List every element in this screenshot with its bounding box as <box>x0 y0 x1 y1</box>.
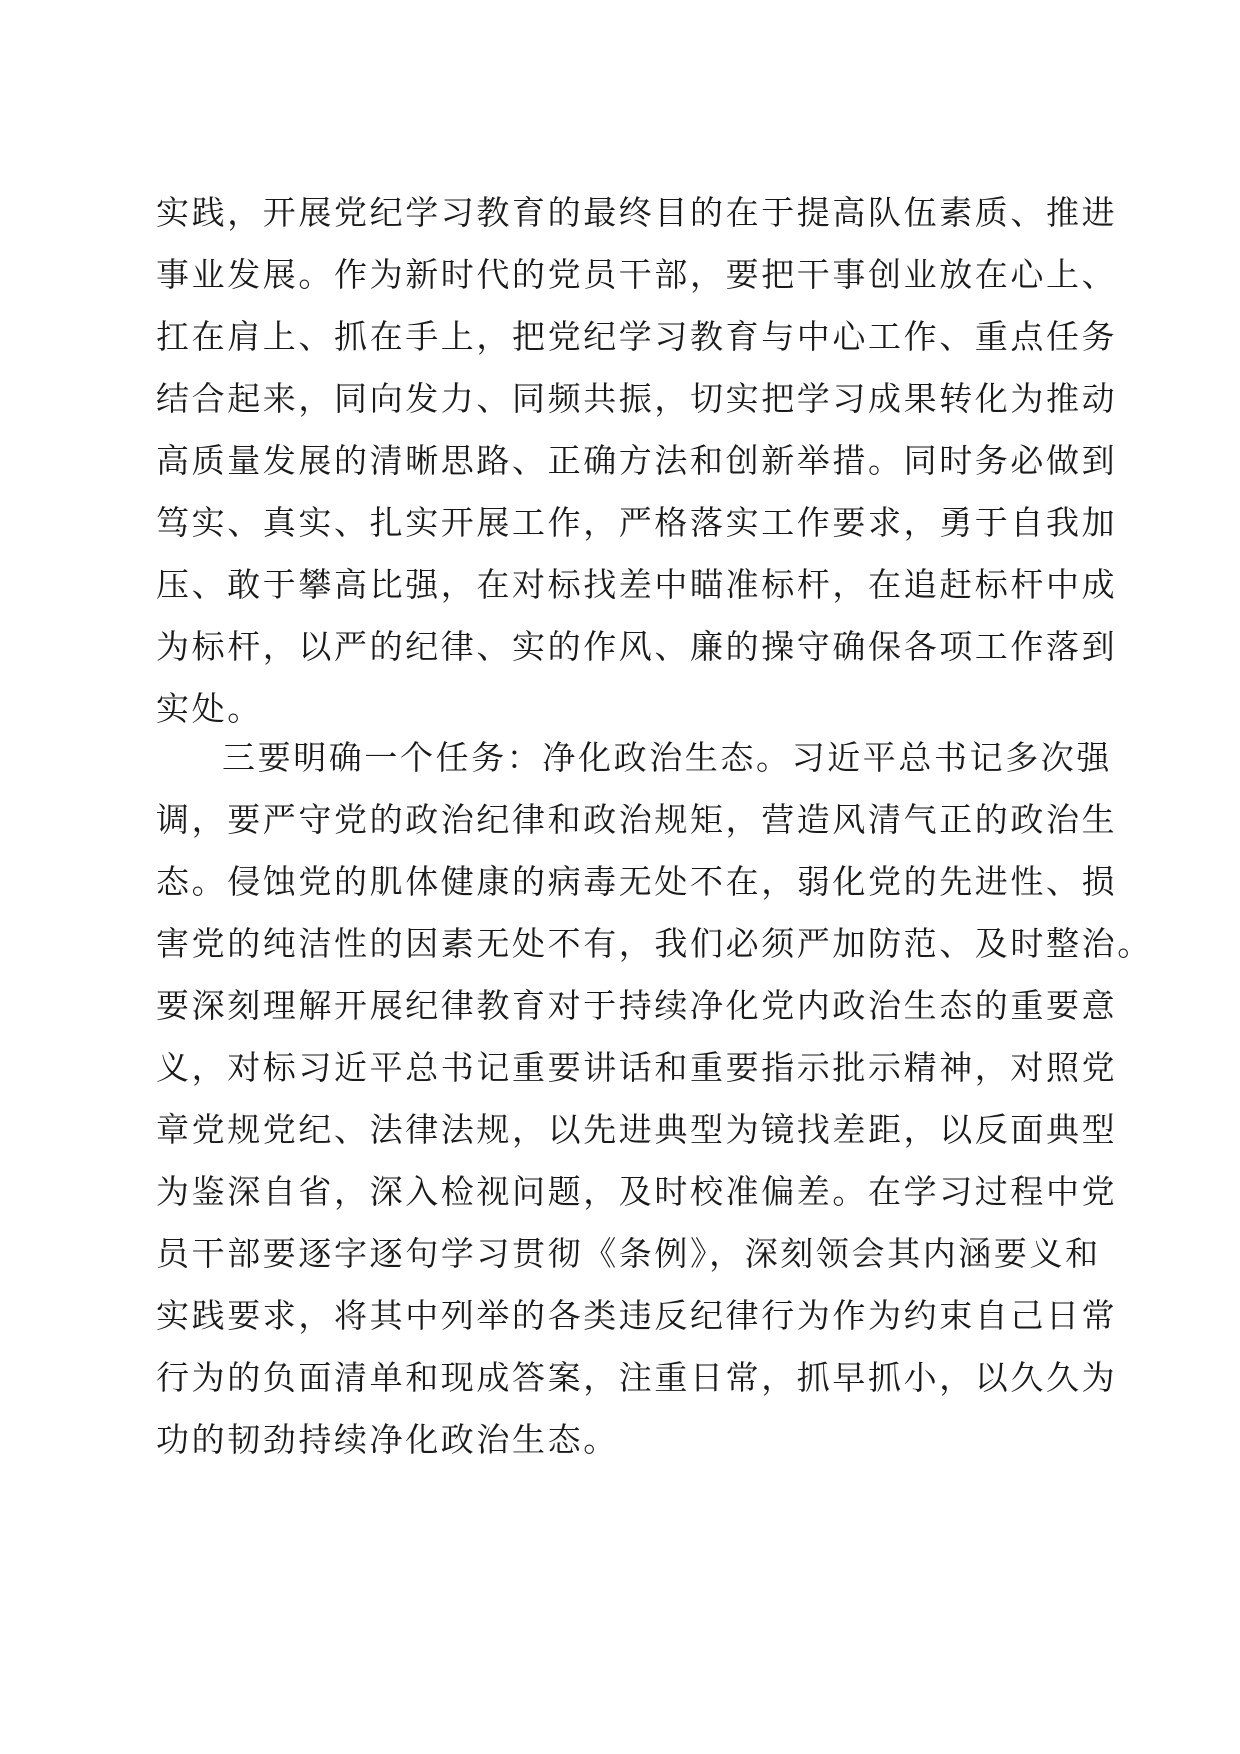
paragraph-continuation <box>156 182 1118 740</box>
text-line: 事业发展。作为新时代的党员干部，要把干事创业放在心上、 <box>156 255 1118 294</box>
text-line: 实处。 <box>156 689 263 728</box>
text-line: 结合起来，同向发力、同频共振，切实把学习成果转化为推动 <box>156 379 1118 418</box>
text-line: 义，对标习近平总书记重要讲话和重要指示批示精神，对照党 <box>156 1048 1118 1087</box>
text-line: 要深刻理解开展纪律教育对于持续净化党内政治生态的重要意 <box>156 986 1118 1025</box>
text-line: 扛在肩上、抓在手上，把党纪学习教育与中心工作、重点任务 <box>156 317 1118 356</box>
paragraph-task-three <box>156 727 1153 1471</box>
text-line: 行为的负面清单和现成答案，注重日常，抓早抓小，以久久为 <box>156 1358 1118 1397</box>
text-line: 章党规党纪、法律法规，以先进典型为镜找差距，以反面典型 <box>156 1110 1118 1149</box>
text-line: 态。侵蚀党的肌体健康的病毒无处不在，弱化党的先进性、损 <box>156 862 1118 901</box>
text-line: 实践要求，将其中列举的各类违反纪律行为作为约束自己日常 <box>156 1296 1118 1335</box>
text-line: 调，要严守党的政治纪律和政治规矩，营造风清气正的政治生 <box>156 800 1118 839</box>
text-line: 实践，开展党纪学习教育的最终目的在于提高队伍素质、推进 <box>156 193 1118 232</box>
text-line: 功的韧劲持续净化政治生态。 <box>156 1420 619 1459</box>
text-line: 害党的纯洁性的因素无处不有，我们必须严加防范、及时整治。 <box>156 924 1153 963</box>
text-line: 为鉴深自省，深入检视问题，及时校准偏差。在学习过程中党 <box>156 1172 1118 1211</box>
text-line: 为标杆，以严的纪律、实的作风、廉的操守确保各项工作落到 <box>156 627 1118 666</box>
text-line: 笃实、真实、扎实开展工作，严格落实工作要求，勇于自我加 <box>156 503 1118 542</box>
text-line: 员干部要逐字逐句学习贯彻《条例》，深刻领会其内涵要义和 <box>156 1234 1101 1273</box>
text-line: 压、敢于攀高比强，在对标找差中瞄准标杆，在追赶标杆中成 <box>156 565 1118 604</box>
text-line: 三要明确一个任务：净化政治生态。习近平总书记多次强 <box>222 738 1112 777</box>
text-line: 高质量发展的清晰思路、正确方法和创新举措。同时务必做到 <box>156 441 1118 480</box>
